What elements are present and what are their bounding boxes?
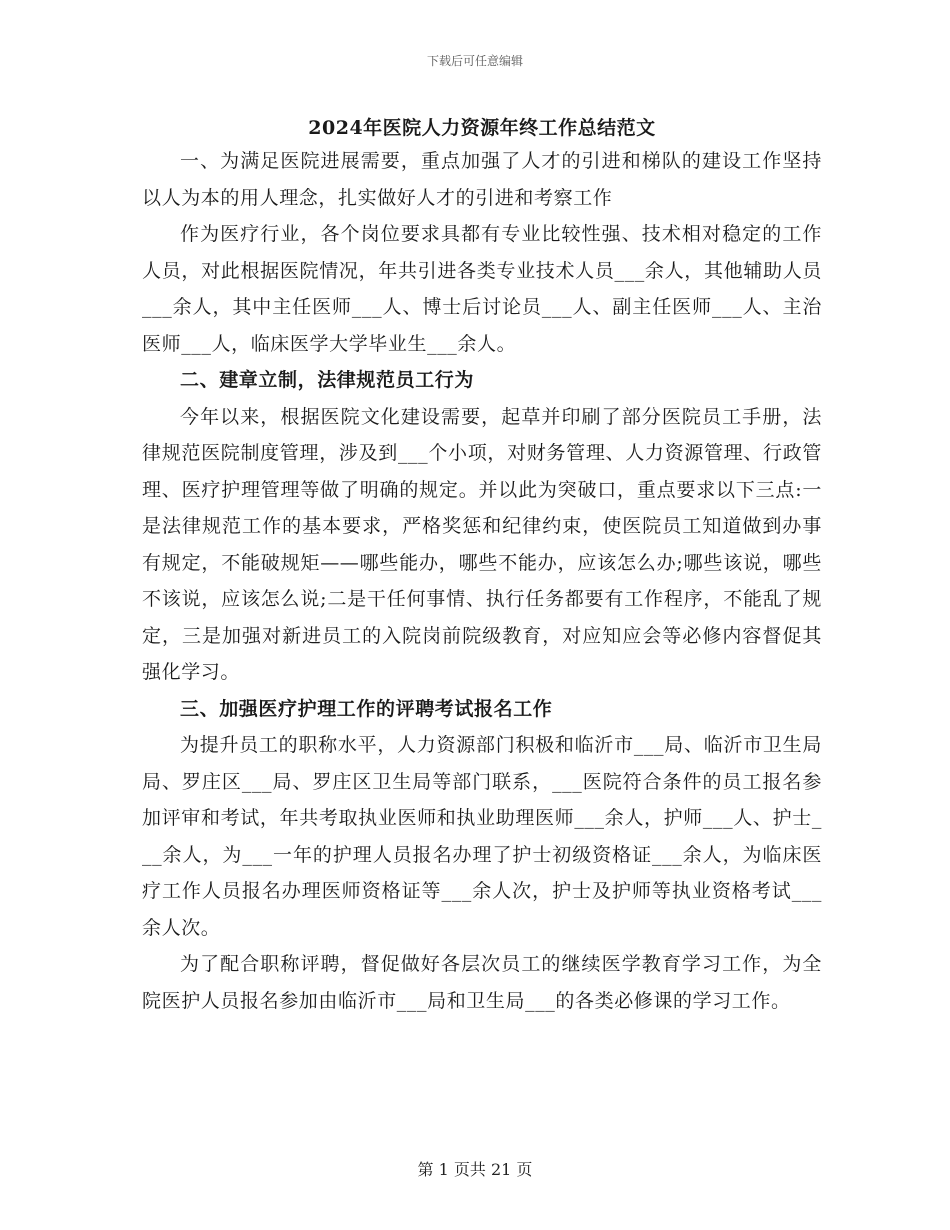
page-header-note: 下载后可任意编辑 bbox=[426, 54, 523, 68]
document-title: 2024年医院人力资源年终工作总结范文 bbox=[308, 117, 656, 139]
paragraph-education: 为了配合职称评聘，督促做好各层次员工的继续医学教育学习工作，为全院医护人员报名参加由临沂市___局和卫生局___的各类必修课的学习工作。 bbox=[142, 953, 822, 1012]
document-body bbox=[142, 113, 822, 1019]
paragraph-recruitment: 作为医疗行业，各个岗位要求具都有专业比较性强、技术相对稳定的工作人员，对此根据医院情况，年共引进各类专业技术人员___余人，其他辅助人员___余人，其中主任医师___人、博士后讨论员___人、副主任医师___人、主治医师___人，临床医学大学毕业生___余人。 bbox=[142, 223, 822, 355]
paragraph-intro: 一、为满足医院进展需要，重点加强了人才的引进和梯队的建设工作坚持以人为本的用人理念，扎实做好人才的引进和考察工作 bbox=[142, 150, 822, 209]
paragraph-regulations: 今年以来，根据医院文化建设需要，起草并印刷了部分医院员工手册，法律规范医院制度管理，涉及到___个小项，对财务管理、人力资源管理、行政管理、医疗护理管理等做了明确的规定。并以此为突破口，重点要求以下三点:一是法律规范工作的基本要求，严格奖惩和纪律约束，使医院员工知道做到办事有规定，不能破规矩——哪些能办，哪些不能办，应该怎么办;哪些该说，哪些不该说，应该怎么说;二是干任何事情、执行任务都要有工作程序，不能乱了规定，三是加强对新进员工的入院岗前院级教育，对应知应会等必修内容督促其强化学习。 bbox=[142, 405, 822, 683]
section-heading-2: 二、建章立制，法律规范员工行为 bbox=[180, 369, 475, 391]
paragraph-exams: 为提升员工的职称水平，人力资源部门积极和临沂市___局、临沂市卫生局局、罗庄区___局、罗庄区卫生局等部门联系，___医院符合条件的员工报名参加评审和考试，年共考取执业医师和执业助理医师___余人，护师___人、护士___余人，为___一年的护理人员报名办理了护士初级资格证___余人，为临床医疗工作人员报名办理医师资格证等___余人次，护士及护师等执业资格考试___余人次。 bbox=[142, 734, 822, 939]
section-heading-3: 三、加强医疗护理工作的评聘考试报名工作 bbox=[180, 697, 553, 720]
page-number: 第 1 页共 21 页 bbox=[417, 1160, 533, 1179]
